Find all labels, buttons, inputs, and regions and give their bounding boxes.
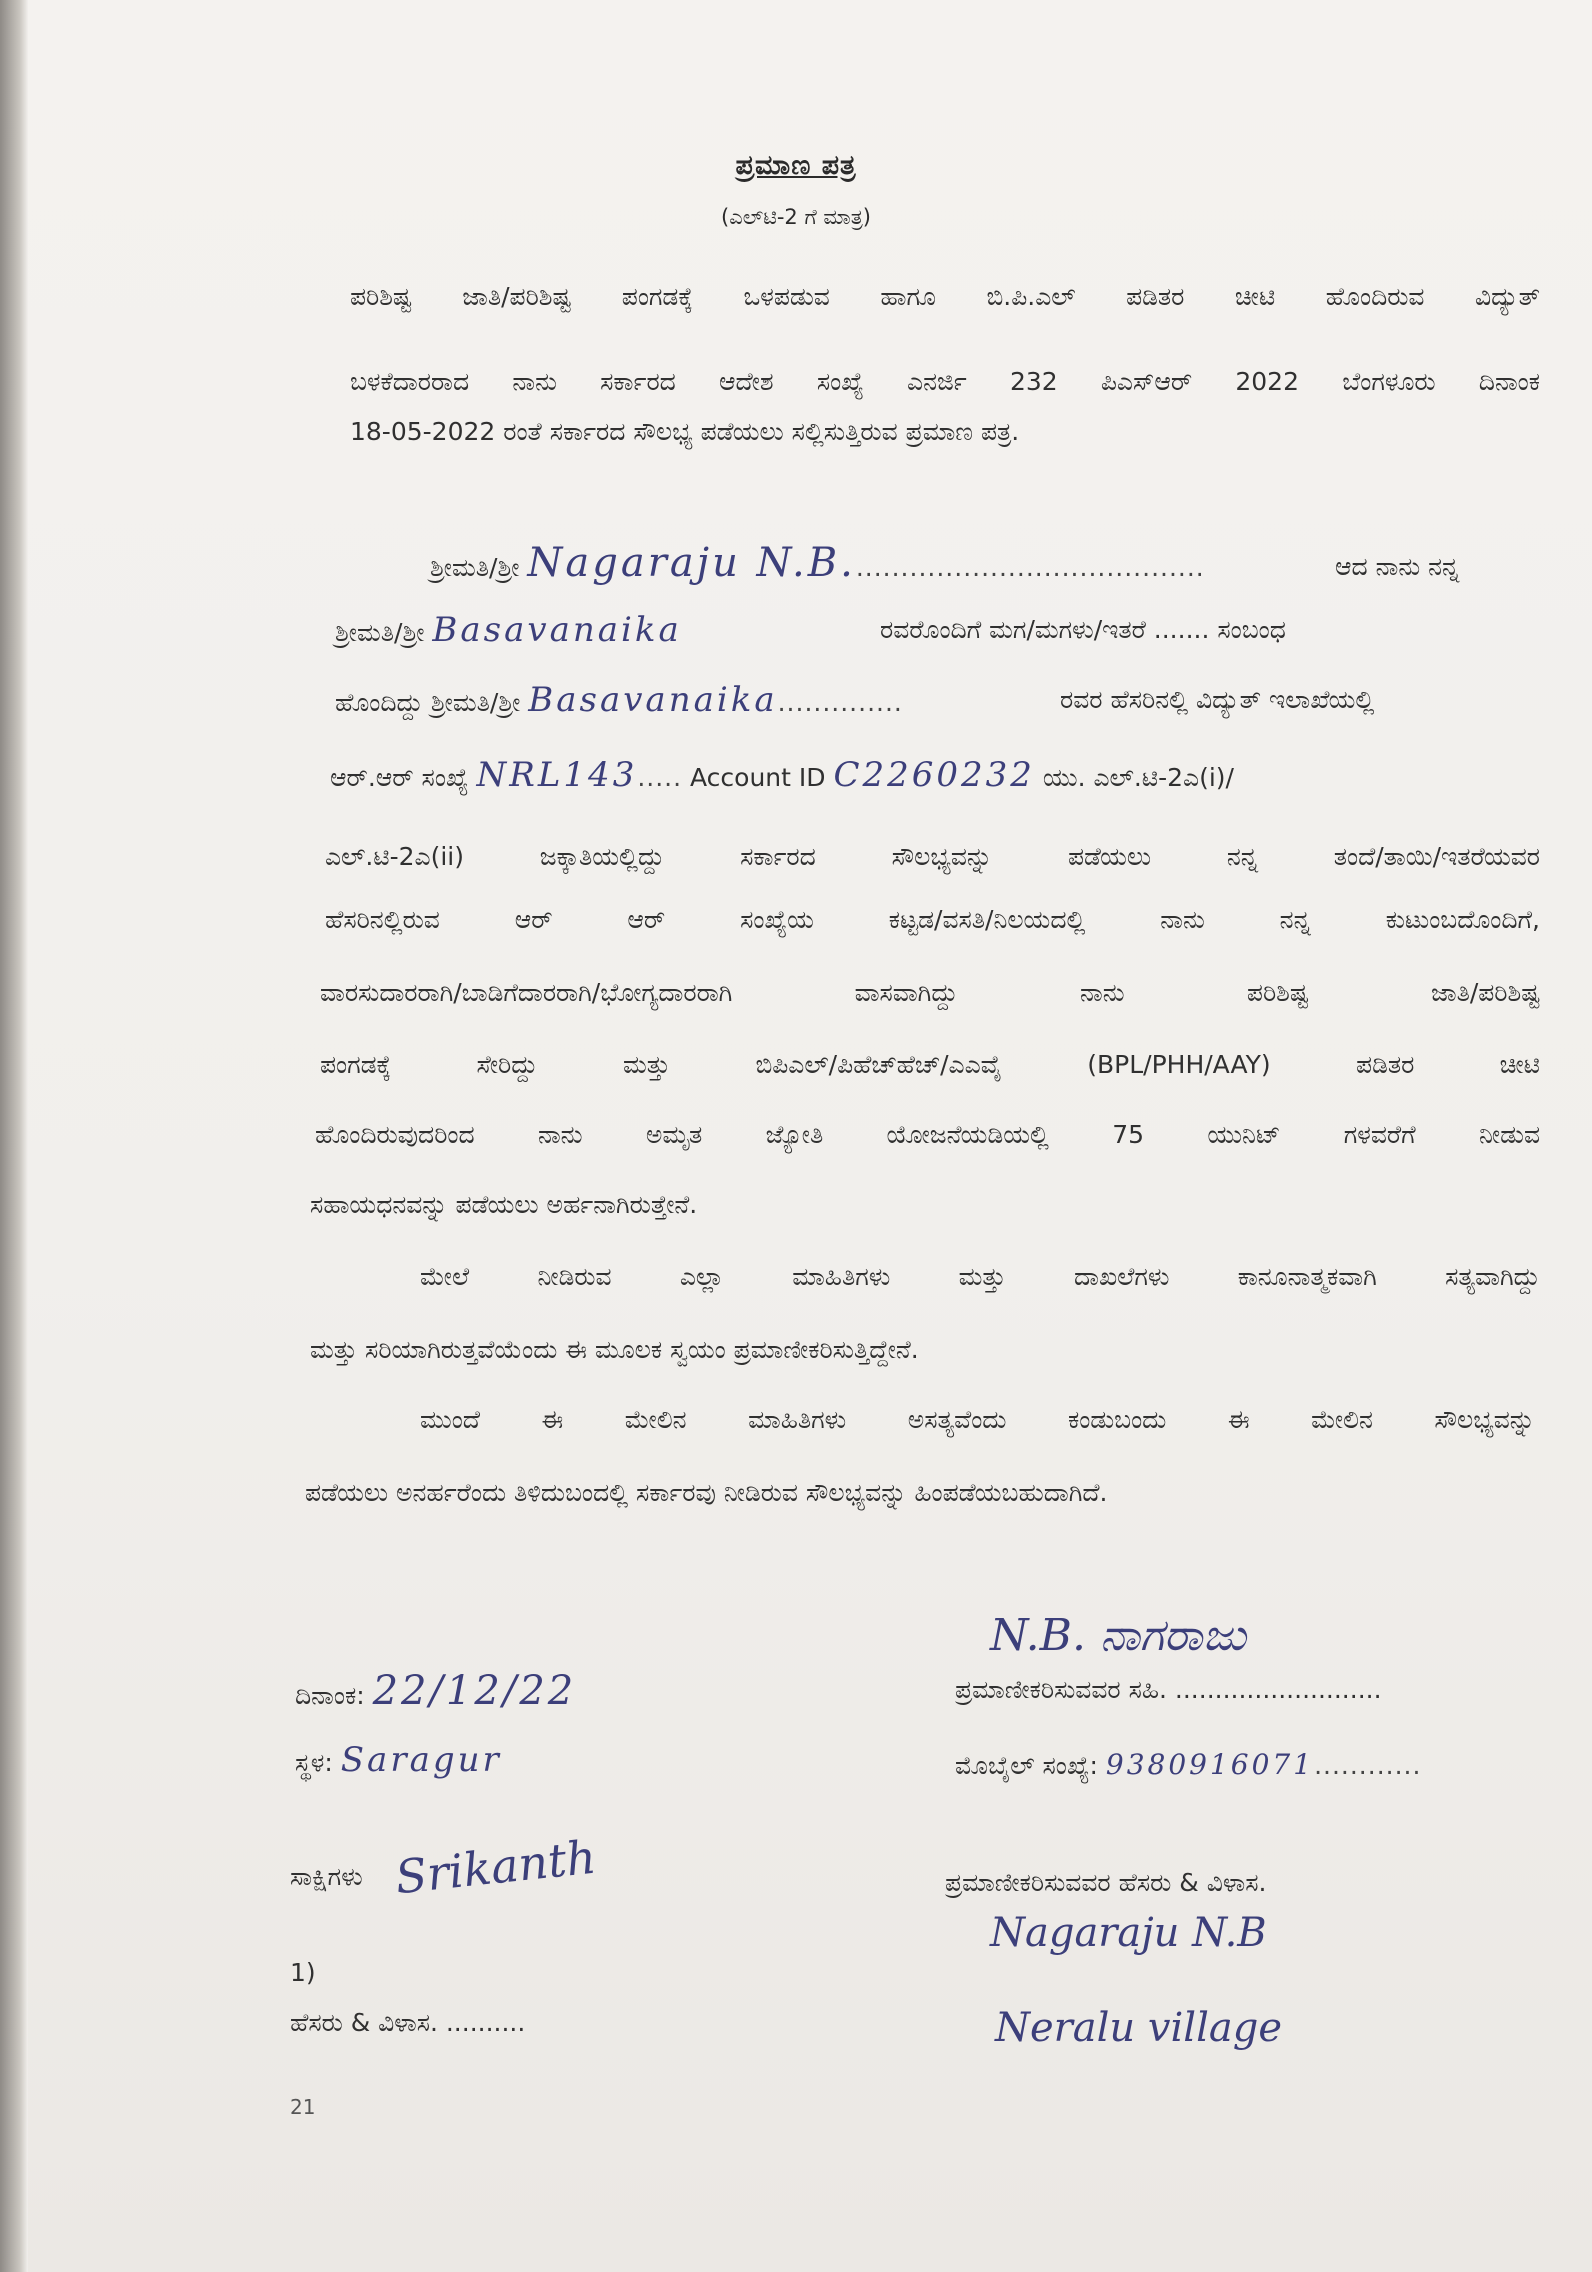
body-line-5: ಹೊಂದಿರುವುದರಿಂದ ನಾನು ಅಮೃತ ಜ್ಯೋತಿ ಯೋಜನೆಯಡಿಯಲ್ಲಿ 75 ಯುನಿಟ್ ಗಳವರೆಗೆ ನೀಡುವ — [315, 1120, 1540, 1149]
witness-number: 1) — [290, 1958, 316, 1987]
date-field — [295, 1668, 576, 1714]
body-line-1: ಎಲ್.ಟಿ-2ಎ(ii) ಜಕ್ಕಾತಿಯಲ್ಲಿದ್ದು ಸರ್ಕಾರದ ಸೌಲಭ್ಯವನ್ನು ಪಡೆಯಲು ನನ್ನ ತಂದೆ/ತಾಯಿ/ಇತರೆಯವರ — [325, 842, 1540, 871]
place-handwritten: Saragur — [340, 1740, 502, 1780]
intro-line-1: ಪರಿಶಿಷ್ಟ ಜಾತಿ/ಪರಿಶಿಷ್ಟ ಪಂಗಡಕ್ಕೆ ಒಳಪಡುವ ಹಾಗೂ ಬಿ.ಪಿ.ಎಲ್ ಪಡಿತರ ಚೀಟಿ ಹೊಂದಿರುವ ವಿದ್ಯುತ್ — [350, 282, 1540, 311]
date-label: ದಿನಾಂಕ: — [295, 1681, 365, 1710]
form-line-4 — [330, 755, 1234, 795]
owner-name-handwritten: Basavanaika — [528, 680, 778, 720]
signer-signature-label: ಪ್ರಮಾಣೀಕರಿಸುವವರ ಸಹಿ. .......................... — [955, 1675, 1382, 1704]
form-line-2-suffix: ರವರೊಂದಿಗೆ ಮಗ/ಮಗಳು/ಇತರೆ ....... ಸಂಬಂಧ — [880, 615, 1286, 644]
body-line-2: ಹೆಸರಿನಲ್ಲಿರುವ ಆರ್ ಆರ್ ಸಂಖ್ಯೆಯ ಕಟ್ಟಡ/ವಸತಿ/ನಿಲಯದಲ್ಲಿ ನಾನು ನನ್ನ ಕುಟುಂಬದೊಂದಿಗೆ, — [325, 905, 1540, 934]
declaration-line-1: ಮೇಲೆ ನೀಡಿರುವ ಎಲ್ಲಾ ಮಾಹಿತಿಗಳು ಮತ್ತು ದಾಖಲೆಗಳು ಕಾನೂನಾತ್ಮಕವಾಗಿ ಸತ್ಯವಾಗಿದ್ದು — [420, 1262, 1540, 1291]
form-line-1-prefix: ಶ್ರೀಮತಿ/ಶ್ರೀ — [430, 553, 520, 582]
mobile-handwritten: 9380916071 — [1105, 1748, 1315, 1781]
intro-line-3: 18-05-2022 ರಂತೆ ಸರ್ಕಾರದ ಸೌಲಭ್ಯ ಪಡೆಯಲು ಸಲ್ಲಿಸುತ್ತಿರುವ ಪ್ರಮಾಣ ಪತ್ರ. — [350, 417, 1020, 446]
body-line-4: ಪಂಗಡಕ್ಕೆ ಸೇರಿದ್ದು ಮತ್ತು ಬಿಪಿಎಲ್/ಪಿಹೆಚ್‌ಹೆಚ್/ಎಎವೈ (BPL/PHH/AAY) ಪಡಿತರ ಚೀಟಿ — [320, 1050, 1540, 1079]
address-label: ಪ್ರಮಾಣೀಕರಿಸುವವರ ಹೆಸರು & ವಿಳಾಸ. — [945, 1868, 1267, 1897]
form-line-1-suffix: ಆದ ನಾನು ನನ್ನ — [1335, 552, 1460, 581]
account-id-handwritten: C2260232 — [833, 755, 1035, 795]
witness-signature: Srikanth — [392, 1829, 599, 1905]
signer-signature: N.B. ನಾಗರಾಜು — [990, 1610, 1247, 1661]
relative-name-handwritten: Basavanaika — [432, 610, 682, 650]
form-line-4-suffix: ಯು. ಎಲ್.ಟಿ-2ಎ(i)/ — [1042, 763, 1234, 792]
form-line-3-prefix: ಹೊಂದಿದ್ದು ಶ್ರೀಮತಿ/ಶ್ರೀ — [335, 688, 521, 717]
witness-name-address: ಹೆಸರು & ವಿಳಾಸ. .......... — [290, 2008, 526, 2037]
form-line-3 — [335, 680, 903, 720]
account-label: Account ID — [690, 763, 826, 792]
mobile-label: ಮೊಬೈಲ್ ಸಂಖ್ಯೆ: — [955, 1751, 1098, 1780]
witness-label: ಸಾಕ್ಷಿಗಳು — [290, 1862, 363, 1891]
intro-line-2: ಬಳಕೆದಾರರಾದ ನಾನು ಸರ್ಕಾರದ ಆದೇಶ ಸಂಖ್ಯೆ ಎನರ್ಜಿ 232 ಪಿಎಸ್‌ಆರ್ 2022 ಬೆಂಗಳೂರು ದಿನಾಂಕ — [350, 367, 1540, 396]
form-line-2 — [335, 610, 682, 650]
declaration-line-4: ಪಡೆಯಲು ಅನರ್ಹರೆಂದು ತಿಳಿದುಬಂದಲ್ಲಿ ಸರ್ಕಾರವು ನೀಡಿರುವ ಸೌಲಭ್ಯವನ್ನು ಹಿಂಪಡೆಯಬಹುದಾಗಿದೆ. — [305, 1478, 1108, 1507]
date-handwritten: 22/12/22 — [372, 1668, 577, 1714]
form-dots: .............. — [777, 688, 903, 717]
body-line-3: ವಾರಸುದಾರರಾಗಿ/ಬಾಡಿಗೆದಾರರಾಗಿ/ಭೋಗ್ಯದಾರರಾಗಿ ವಾಸವಾಗಿದ್ದು ನಾನು ಪರಿಶಿಷ್ಟ ಜಾತಿ/ಪರಿಶಿಷ್ಟ — [320, 978, 1540, 1007]
declaration-line-3: ಮುಂದೆ ಈ ಮೇಲಿನ ಮಾಹಿತಿಗಳು ಅಸತ್ಯವೆಂದು ಕಂಡುಬಂದು ಈ ಮೇಲಿನ ಸೌಲಭ್ಯವನ್ನು — [420, 1405, 1535, 1434]
form-line-3-suffix: ರವರ ಹೆಸರಿನಲ್ಲಿ ವಿದ್ಯುತ್ ಇಲಾಖೆಯಲ್ಲಿ — [1060, 685, 1375, 714]
applicant-name-handwritten: Nagaraju N.B. — [527, 540, 856, 586]
place-field — [295, 1740, 502, 1780]
body-line-6: ಸಹಾಯಧನವನ್ನು ಪಡೆಯಲು ಅರ್ಹನಾಗಿರುತ್ತೇನೆ. — [310, 1190, 698, 1219]
document-subtitle: (ಎಲ್‌ಟಿ-2 ಗೆ ಮಾತ್ರ) — [721, 205, 871, 229]
form-dots: ..... — [637, 763, 683, 792]
form-dots: ....................................... — [855, 553, 1205, 582]
rr-label: ಆರ್.ಆರ್ ಸಂಖ್ಯೆ — [330, 763, 469, 792]
form-line-1 — [430, 540, 1205, 586]
form-line-2-prefix: ಶ್ರೀಮತಿ/ಶ್ರೀ — [335, 618, 425, 647]
address-name-handwritten: Nagaraju N.B — [990, 1910, 1267, 1956]
mobile-field — [955, 1748, 1421, 1781]
rr-number-handwritten: NRL143 — [476, 755, 638, 795]
page-mark: 21 — [290, 2095, 316, 2119]
document-title: ಪ್ರಮಾಣ ಪತ್ರ — [735, 150, 857, 181]
address-place-handwritten: Neralu village — [995, 2005, 1283, 2051]
declaration-line-2: ಮತ್ತು ಸರಿಯಾಗಿರುತ್ತವೆಯೆಂದು ಈ ಮೂಲಕ ಸ್ವಯಂ ಪ್ರಮಾಣೀಕರಿಸುತ್ತಿದ್ದೇನೆ. — [310, 1335, 919, 1364]
page-edge-shadow — [0, 0, 28, 2272]
place-label: ಸ್ಥಳ: — [295, 1748, 333, 1777]
mobile-dots: ............ — [1314, 1751, 1422, 1780]
